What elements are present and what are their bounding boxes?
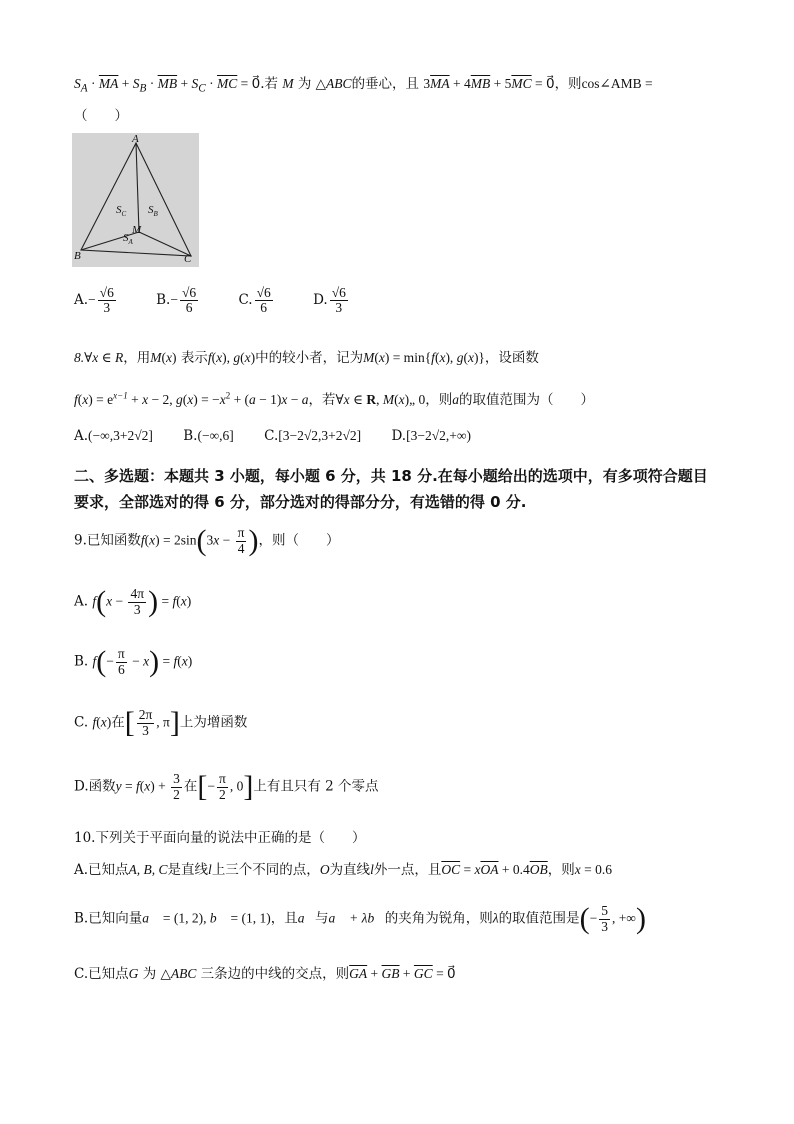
q10-option-a[interactable]: A.已知点A, B, C是直线l上三个不同的点，O为直线l外一点，且$\overline{OC} = x\overline{OA} + 0.4\overline{OB}$，则x = 0.6 bbox=[74, 862, 612, 878]
q7-answer-paren: （ ） bbox=[74, 108, 128, 124]
q8-option-a[interactable]: A.(−∞,3+2√2] bbox=[74, 428, 153, 444]
q9-stem: 9.已知函数f(x) = 2sin(3x − $\frac{\pi}{4}$ )，则（ ） bbox=[74, 524, 340, 557]
q7-condition-line: $S_A \cdot \overline{MA} + S_B \cdot \overline{MB} + S_C \cdot \overline{MC}$ = 0⃗.若 M 为 △ABC的垂心，且 $3\overline{MA} + 4\overline{MB} + 5\overline{MC}$ = 0⃗，则cos∠AMB = bbox=[74, 76, 653, 95]
q8-option-b[interactable]: B.(−∞,6] bbox=[183, 428, 234, 444]
q10-stem: 10.下列关于平面向量的说法中正确的是（ ） bbox=[74, 830, 366, 846]
q8-stem-line1: 8.∀x ∈ R，用M(x) 表示f(x), g(x)中的较小者，记为M(x) = min{f(x), g(x)}，设函数 bbox=[74, 350, 539, 366]
q8-option-c[interactable]: C.[3−2√2,3+2√2] bbox=[264, 428, 362, 444]
q7-option-c[interactable]: C. $\frac{√6}{6}$ bbox=[238, 285, 271, 316]
q10-option-c[interactable]: C.已知点G 为 △ABC 三条边的中线的交点，则$\overline{GA} + \overline{GB} + \overline{GC}$ = 0⃗ bbox=[74, 966, 456, 982]
section2-heading-line2: 要求，全部选对的得 6 分，部分选对的得部分分，有选错的得 0 分. bbox=[74, 493, 527, 511]
q8-option-d[interactable]: D.[3−2√2,+∞) bbox=[391, 428, 471, 444]
q7-option-d[interactable]: D. $\frac{√6}{3}$ bbox=[313, 285, 346, 316]
q10-option-b[interactable]: B.已知向量a⃗ = (1, 2), b⃗ = (1, 1)，且a⃗与a⃗ + λb⃗的夹角为锐角，则λ的取值范围是(− $\frac{5}{3}$ , +∞) bbox=[74, 902, 646, 935]
q7-options bbox=[74, 286, 384, 315]
vertex-b-label: B bbox=[74, 250, 81, 262]
point-m-label: M bbox=[132, 224, 142, 236]
area-sa-label: $S_A$ bbox=[123, 232, 133, 247]
area-sb-label: $S_B$ bbox=[148, 204, 158, 219]
q9-option-d[interactable]: D.函数y = f(x) + $\frac{3}{2}$ 在[− $\frac{\pi}{2}$ , 0]上有且只有 2 个零点 bbox=[74, 770, 379, 803]
section2-heading-line1: 二、多选题：本题共 3 小题，每小题 6 分，共 18 分.在每小题给出的选项中，有多项符合题目 bbox=[74, 467, 708, 485]
q9-option-a[interactable]: A. f(x − $\frac{4\pi}{3}$ ) = f(x) bbox=[74, 585, 192, 618]
q8-options bbox=[74, 428, 471, 444]
q9-option-c[interactable]: C. f(x)在[ $\frac{2\pi}{3}$ , π]上为增函数 bbox=[74, 706, 248, 739]
q7-option-a[interactable]: A.− $\frac{√6}{3}$ bbox=[74, 285, 114, 316]
q7-prefix: .若 bbox=[260, 76, 279, 92]
vertex-a-label: A bbox=[132, 133, 139, 145]
area-sc-label: $S_C$ bbox=[116, 204, 127, 219]
q8-stem-line2: $f(x) = e^{x-1} + x - 2$, $g(x) = -x^2 + (a - 1)x - a$，若∀x ∈ R, M(x)„ 0，则a的取值范围为（ ） bbox=[74, 390, 595, 408]
vertex-c-label: C bbox=[184, 253, 192, 265]
triangle-figure bbox=[72, 133, 199, 267]
q9-option-b[interactable]: B. f(− $\frac{\pi}{6}$ − x) = f(x) bbox=[74, 645, 193, 678]
q7-option-b[interactable]: B.− $\frac{√6}{6}$ bbox=[156, 285, 197, 316]
